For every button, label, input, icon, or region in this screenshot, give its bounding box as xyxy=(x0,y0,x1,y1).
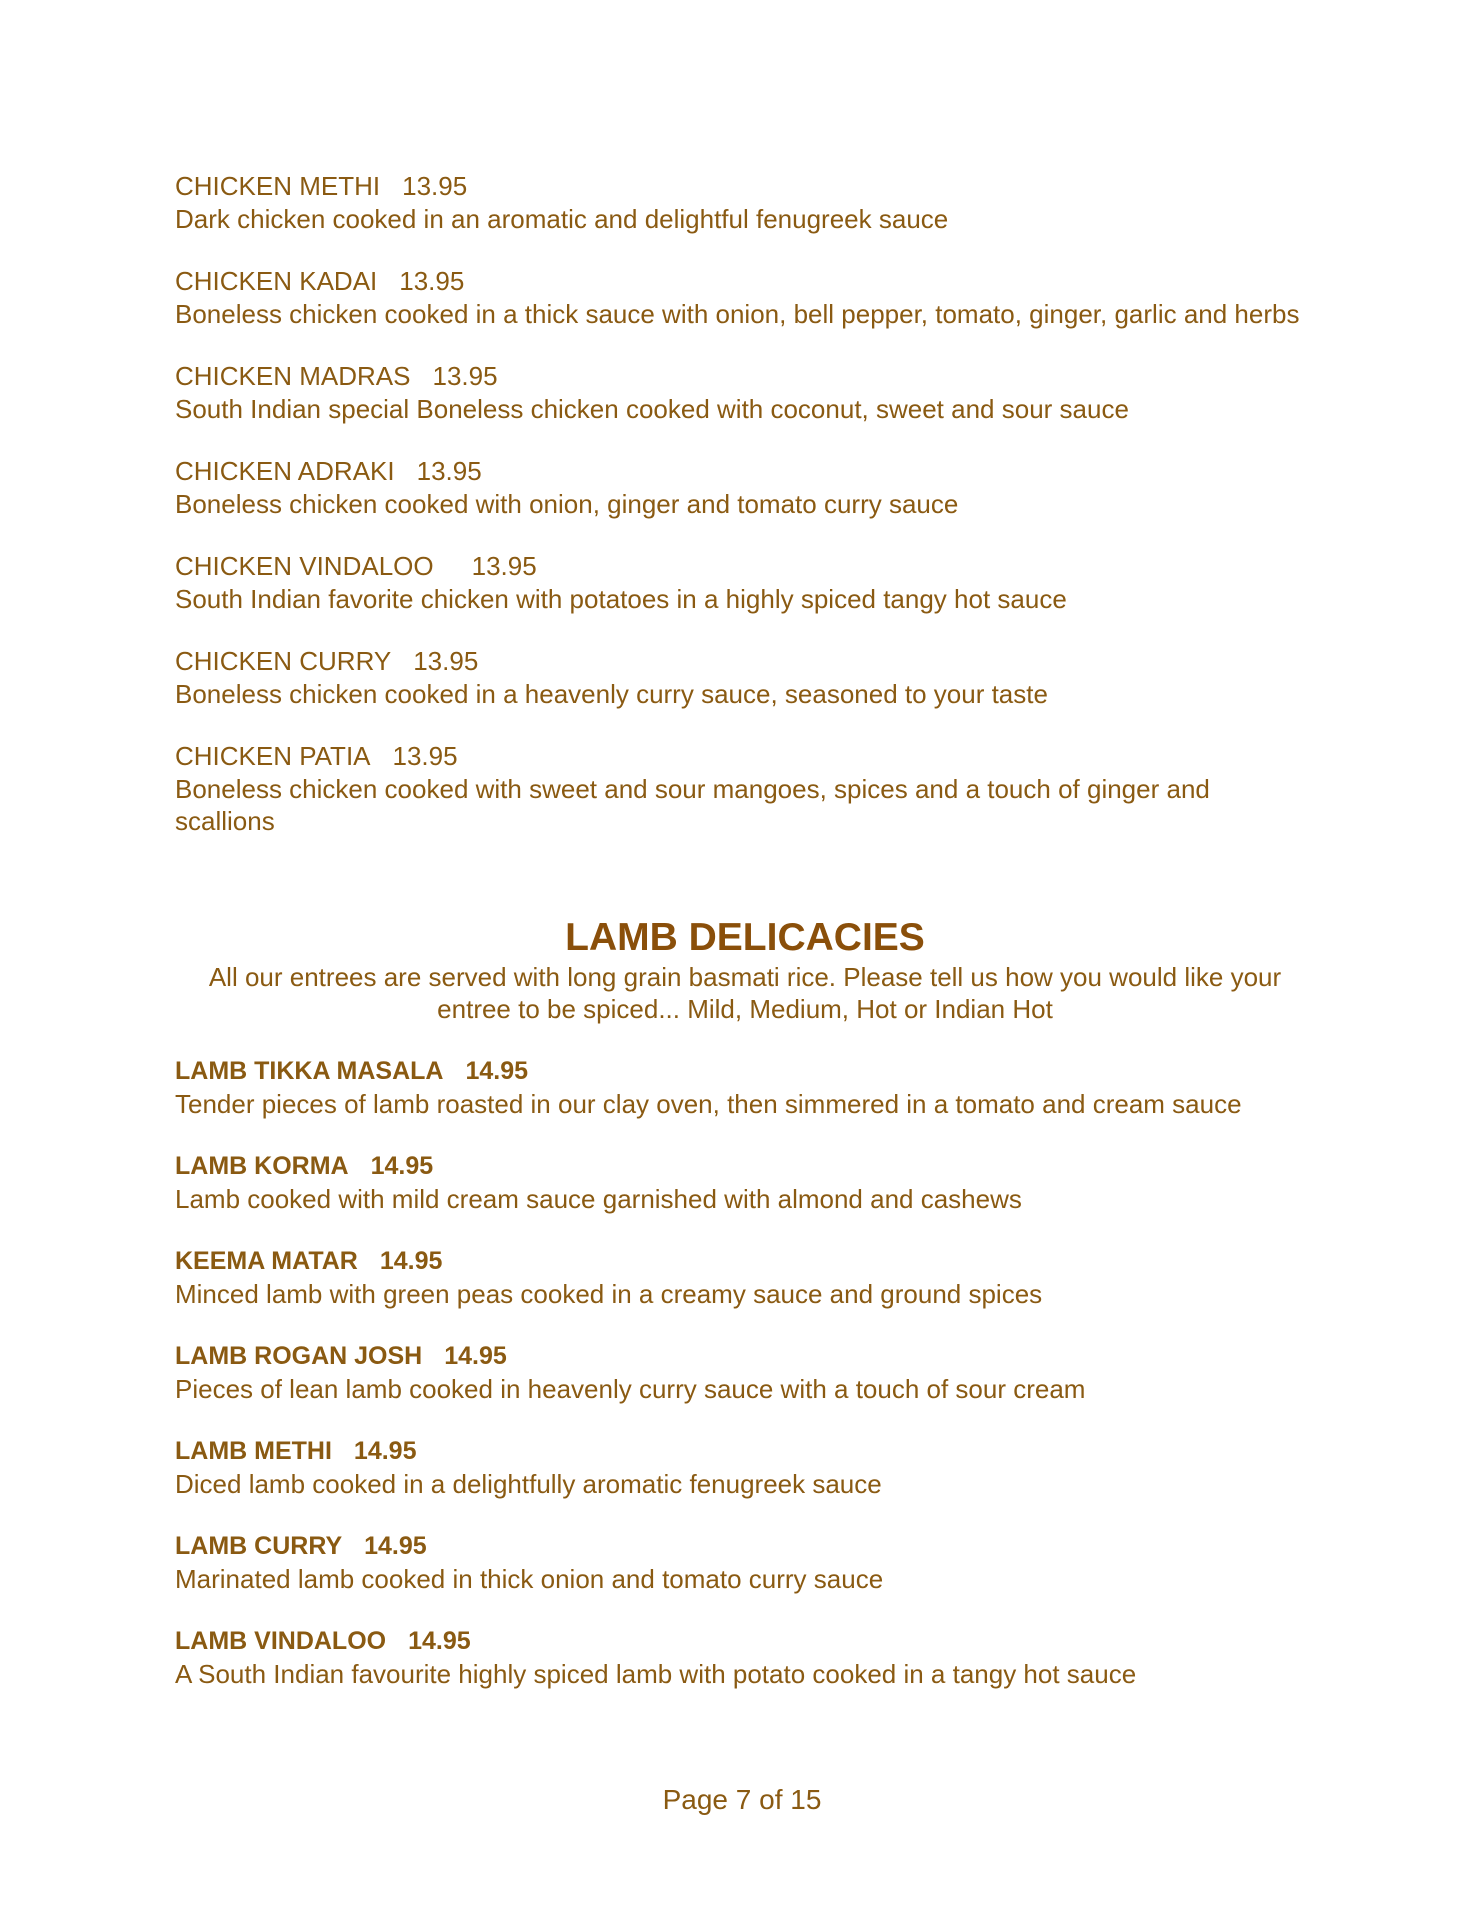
menu-item-description: Diced lamb cooked in a delightfully aromatic fenugreek sauce xyxy=(175,1469,882,1499)
menu-item xyxy=(175,170,1315,235)
menu-item-header xyxy=(175,1055,1315,1088)
menu-item-header xyxy=(175,1435,1315,1468)
menu-item-name: LAMB ROGAN JOSH xyxy=(175,1342,423,1370)
menu-item-price: 13.95 xyxy=(392,741,458,771)
menu-item-price: 14.95 xyxy=(379,1247,443,1275)
menu-item-price: 13.95 xyxy=(413,646,479,676)
menu-item-name: LAMB CURRY xyxy=(175,1532,343,1560)
menu-item xyxy=(175,1150,1315,1215)
menu-item-header xyxy=(175,265,1315,298)
menu-item-header xyxy=(175,1625,1315,1658)
menu-item-name: CHICKEN VINDALOO xyxy=(175,551,434,581)
menu-item-description: Boneless chicken cooked with sweet and sour mangoes, spices and a touch of ginger and scallions xyxy=(175,774,1210,836)
menu-item-header xyxy=(175,1530,1315,1563)
menu-item-description: Minced lamb with green peas cooked in a creamy sauce and ground spices xyxy=(175,1279,1043,1309)
menu-item xyxy=(175,1435,1315,1500)
menu-item-description: Boneless chicken cooked with onion, ginger and tomato curry sauce xyxy=(175,489,959,519)
menu-item-price: 13.95 xyxy=(471,551,537,581)
menu-item-name: LAMB KORMA xyxy=(175,1152,349,1180)
menu-item-price: 14.95 xyxy=(353,1437,417,1465)
menu-item-name: CHICKEN KADAI xyxy=(175,266,378,296)
menu-item-header xyxy=(175,455,1315,488)
menu-item-description: A South Indian favourite highly spiced lamb with potato cooked in a tangy hot sauce xyxy=(175,1659,1137,1689)
menu-item-header xyxy=(175,1150,1315,1183)
menu-item-description: South Indian favorite chicken with potatoes in a highly spiced tangy hot sauce xyxy=(175,584,1067,614)
menu-item-description: Boneless chicken cooked in a heavenly curry sauce, seasoned to your taste xyxy=(175,679,1048,709)
menu-item-name: KEEMA MATAR xyxy=(175,1247,358,1275)
menu-item-description: Dark chicken cooked in an aromatic and delightful fenugreek sauce xyxy=(175,204,949,234)
menu-item-name: CHICKEN METHI xyxy=(175,171,381,201)
menu-item-description: Lamb cooked with mild cream sauce garnished with almond and cashews xyxy=(175,1184,1022,1214)
lamb-items-list xyxy=(175,1055,1315,1690)
section-note: All our entrees are served with long grain basmati rice. Please tell us how you would like your entree to be spiced... Mild, Medium, Hot or Indian Hot xyxy=(208,962,1282,1024)
menu-item-name: CHICKEN MADRAS xyxy=(175,361,411,391)
menu-item-price: 14.95 xyxy=(408,1627,471,1655)
menu-item xyxy=(175,740,1315,837)
menu-item-header xyxy=(175,170,1315,203)
menu-item-price: 14.95 xyxy=(364,1532,427,1560)
menu-page xyxy=(175,170,1315,1720)
menu-item-name: CHICKEN CURRY xyxy=(175,646,392,676)
menu-item-description: Tender pieces of lamb roasted in our clay oven, then simmered in a tomato and cream sauce xyxy=(175,1089,1242,1119)
menu-item-price: 13.95 xyxy=(416,456,482,486)
menu-item-name: CHICKEN ADRAKI xyxy=(175,456,395,486)
menu-item xyxy=(175,455,1315,520)
menu-item-header xyxy=(175,645,1315,678)
menu-item-description: Boneless chicken cooked in a thick sauce with onion, bell pepper, tomato, ginger, garlic and herbs xyxy=(175,299,1300,329)
menu-item-header xyxy=(175,360,1315,393)
menu-item-price: 14.95 xyxy=(444,1342,507,1370)
menu-item xyxy=(175,550,1315,615)
menu-item-header xyxy=(175,1340,1315,1373)
menu-item xyxy=(175,1055,1315,1120)
menu-item-price: 14.95 xyxy=(370,1152,434,1180)
menu-item-price: 13.95 xyxy=(399,266,465,296)
menu-item-description: Marinated lamb cooked in thick onion and tomato curry sauce xyxy=(175,1564,884,1594)
menu-item xyxy=(175,1340,1315,1405)
menu-item-name: LAMB TIKKA MASALA xyxy=(175,1057,444,1085)
menu-item-header xyxy=(175,1245,1315,1278)
menu-item-name: LAMB VINDALOO xyxy=(175,1627,387,1655)
menu-item-header xyxy=(175,550,1315,583)
menu-item-description: Pieces of lean lamb cooked in heavenly curry sauce with a touch of sour cream xyxy=(175,1374,1086,1404)
menu-item-price: 13.95 xyxy=(402,171,468,201)
menu-item xyxy=(175,1530,1315,1595)
menu-item xyxy=(175,360,1315,425)
menu-item xyxy=(175,645,1315,710)
menu-item-name: LAMB METHI xyxy=(175,1437,332,1465)
menu-item-price: 13.95 xyxy=(432,361,498,391)
menu-item xyxy=(175,1625,1315,1690)
page-number: Page 7 of 15 xyxy=(662,1784,822,1815)
lamb-section-header xyxy=(175,915,1315,1025)
menu-item xyxy=(175,265,1315,330)
chicken-items-list xyxy=(175,170,1315,837)
section-title: LAMB DELICACIES xyxy=(565,916,925,959)
menu-item-name: CHICKEN PATIA xyxy=(175,741,371,771)
menu-item-header xyxy=(175,740,1315,773)
menu-item-price: 14.95 xyxy=(465,1057,529,1085)
menu-item xyxy=(175,1245,1315,1310)
menu-item-description: South Indian special Boneless chicken cooked with coconut, sweet and sour sauce xyxy=(175,394,1129,424)
